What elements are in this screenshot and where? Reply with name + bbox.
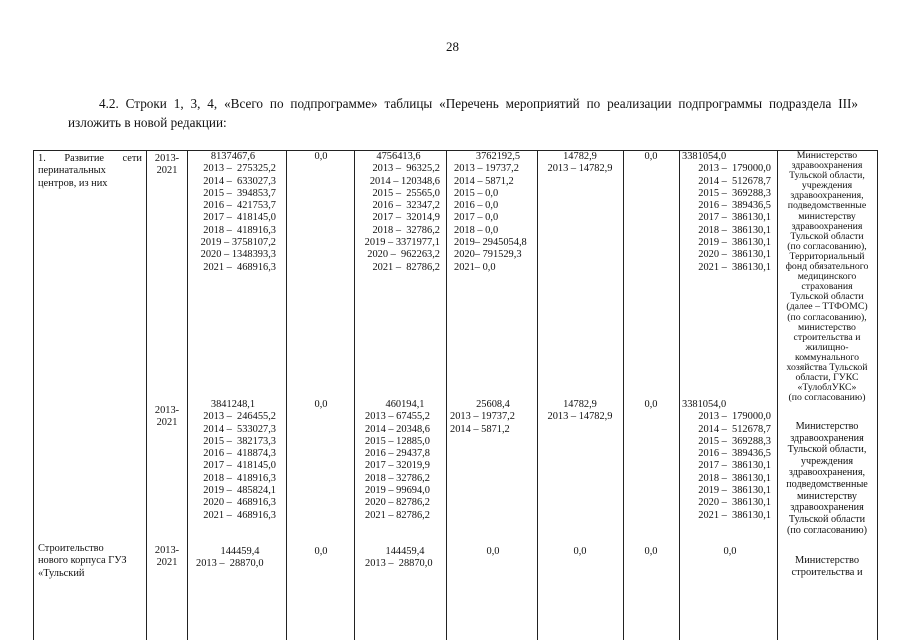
cell-line: 2015 – 382173,3	[203, 435, 276, 447]
row1-col8	[682, 151, 771, 274]
cell-line: 2018 – 418916,3	[203, 472, 276, 484]
row2-col7: 0,0	[644, 399, 658, 410]
cell-line: 2013-	[154, 405, 180, 416]
row3-period	[147, 545, 187, 570]
cell-line: 2020 – 82786,2	[365, 497, 430, 509]
row2-col5	[450, 399, 536, 436]
cell-line: 2013 – 14782,9	[547, 163, 613, 175]
cell-line: 2014 – 5871,2	[450, 423, 510, 435]
cell-line: 2017 – 418145,0	[203, 460, 276, 472]
cell-line: 3762192,5	[475, 151, 521, 162]
cell-line: министерству	[797, 490, 857, 502]
cell-line: Тульской области,	[787, 444, 867, 456]
page-number: 28	[446, 39, 459, 54]
cell-line: Министерство	[795, 421, 859, 432]
cell-line: 2019 – 3371977,1	[364, 237, 440, 249]
row2-executors	[778, 421, 876, 537]
cell-line: Тульской области	[790, 230, 864, 242]
cell-line: хозяйства Тульской	[786, 361, 868, 373]
cell-line: 2021 – 468916,3	[203, 509, 276, 521]
row1-col7: 0,0	[644, 151, 658, 162]
row1-col3: 0,0	[314, 151, 328, 162]
cell-line: 2021 – 386130,1	[698, 509, 771, 521]
row1-period	[147, 153, 187, 178]
cell-line: 2021 – 82786,2	[365, 509, 430, 521]
row2-col6	[540, 399, 620, 424]
cell-line: 2013 – 96325,2	[372, 163, 440, 175]
cell-line: 2013-	[154, 545, 180, 556]
cell-line: Строительство	[38, 543, 104, 554]
cell-line: 2017 – 32014,9	[372, 212, 440, 224]
cell-line: 2017 – 418145,0	[203, 212, 276, 224]
cell-line: 2019 – 3758107,2	[200, 237, 276, 249]
row3-col6: 0,0	[573, 546, 587, 557]
row2-col4	[365, 399, 445, 522]
row1-executors	[778, 151, 876, 403]
cell-line: министерство	[798, 321, 856, 333]
cell-line: здравоохранения,	[788, 467, 866, 479]
cell-line: (далее – ТТФОМС)	[786, 301, 868, 313]
row3-col5: 0,0	[486, 546, 500, 557]
cell-line: медицинского	[797, 271, 857, 283]
cell-line: 144459,4	[385, 546, 425, 557]
row3-col7: 0,0	[644, 546, 658, 557]
cell-line: Министерство	[796, 150, 858, 161]
cell-line: 14782,9	[563, 399, 597, 410]
cell-line: 2015 – 0,0	[454, 187, 499, 199]
col-border	[33, 150, 34, 640]
intro-paragraph	[68, 94, 858, 132]
cell-line: (по согласованию),	[787, 240, 867, 252]
cell-line: 144459,4	[220, 546, 260, 557]
cell-line: 2019– 2945054,8	[454, 237, 527, 249]
cell-line: 2013 – 246455,2	[203, 411, 276, 423]
row2-col8	[682, 399, 771, 522]
cell-line: 2016 – 418874,3	[203, 448, 276, 460]
cell-line: 2021 – 82786,2	[372, 261, 440, 273]
cell-line: строительства и	[791, 567, 863, 579]
cell-line: 2017 – 386130,1	[698, 460, 771, 472]
cell-line: учреждения	[800, 455, 854, 467]
cell-line: здравоохранения	[790, 432, 864, 444]
cell-line: 2018 – 386130,1	[698, 224, 771, 236]
cell-line: «ТулоблУКС»	[797, 382, 857, 394]
cell-line: 2014 – 533027,3	[203, 423, 276, 435]
cell-line: 2018 – 0,0	[454, 224, 499, 236]
cell-line: 2017 – 386130,1	[698, 212, 771, 224]
cell-line: 2016 – 32347,2	[372, 200, 440, 212]
cell-line: здравоохранения	[791, 160, 863, 172]
cell-line: центров, из них	[38, 177, 108, 189]
cell-line: здравоохранения	[790, 502, 864, 514]
cell-line: 2013 – 19737,2	[454, 163, 519, 175]
cell-line: 4756413,6	[376, 151, 421, 162]
cell-line: учреждения	[801, 180, 853, 192]
cell-line: 2019 – 386130,1	[698, 237, 771, 249]
cell-line: 2014 – 512678,7	[698, 423, 771, 435]
cell-line: 2017 – 32019,9	[365, 460, 430, 472]
cell-line: 2016 – 389436,5	[698, 448, 771, 460]
cell-line: подведомственные	[787, 200, 867, 212]
cell-line: 2014 – 633027,3	[203, 175, 276, 187]
cell-line: 2014 – 512678,7	[698, 175, 771, 187]
cell-line: 2021	[156, 557, 178, 569]
cell-line: 2016 – 389436,5	[698, 200, 771, 212]
cell-line: 2015 – 369288,3	[698, 435, 771, 447]
row1-name	[38, 153, 142, 190]
cell-line: 2015 – 25565,0	[372, 187, 440, 199]
cell-line: 2020– 791529,3	[454, 249, 522, 261]
row1-col5	[454, 151, 542, 274]
cell-line: 2019 – 485824,1	[203, 485, 276, 497]
cell-line: 2014 – 20348,6	[365, 423, 430, 435]
cell-line: 2016 – 0,0	[454, 200, 499, 212]
cell-line: жилищно-	[805, 341, 849, 353]
cell-line: 2020 – 386130,1	[698, 249, 771, 261]
row1-col6	[540, 151, 620, 176]
cell-line: нового корпуса ГУЗ	[38, 555, 127, 567]
cell-line: Тульской области,	[789, 170, 865, 182]
cell-line: 2019 – 386130,1	[698, 485, 771, 497]
cell-line: 2014 – 5871,2	[454, 175, 514, 187]
cell-line: 2021	[156, 165, 178, 177]
cell-line: (по согласованию)	[788, 392, 866, 404]
cell-line: 2015 – 369288,3	[698, 187, 771, 199]
cell-line: 2018 – 32786,2	[365, 472, 430, 484]
cell-line: 2017 – 0,0	[454, 212, 499, 224]
cell-line: 2019 – 99694,0	[365, 485, 430, 497]
cell-line: здравоохранения,	[790, 190, 864, 202]
cell-line: Территориальный	[789, 250, 865, 262]
row3-total	[196, 546, 284, 571]
cell-line: 2016 – 421753,7	[203, 200, 276, 212]
cell-line: 2013 – 28870,0	[196, 558, 264, 570]
cell-line: 2015 – 394853,7	[203, 187, 276, 199]
cell-line: 2018 – 32786,2	[372, 224, 440, 236]
cell-line: 3381054,0	[682, 399, 727, 410]
cell-line: 2018 – 386130,1	[698, 472, 771, 484]
cell-line: коммунального	[794, 351, 860, 363]
row3-name	[38, 543, 144, 580]
cell-line: (по согласованию)	[786, 525, 868, 537]
cell-line: области, ГУКС	[795, 372, 859, 384]
cell-line: Министерство	[794, 555, 860, 566]
col-border	[877, 150, 878, 640]
row3-executors	[778, 555, 876, 580]
cell-line: перинатальных	[38, 165, 106, 177]
cell-line: 2021 – 468916,3	[203, 261, 276, 273]
cell-line: 3841248,1	[210, 399, 256, 410]
cell-line: (по согласованию),	[787, 311, 867, 323]
cell-line: строительства и	[793, 331, 861, 343]
cell-line: 8137467,6	[210, 151, 256, 162]
col-border	[446, 150, 447, 640]
cell-line: здравоохранения	[791, 220, 863, 232]
col-border	[187, 150, 188, 640]
cell-line: страхования	[801, 281, 853, 293]
cell-line: 2020 – 962263,2	[367, 249, 440, 261]
cell-line: министерству	[798, 210, 856, 222]
cell-line: 2013 – 67455,2	[365, 411, 430, 423]
cell-line: 2020 – 468916,3	[203, 497, 276, 509]
cell-line: 2013 – 179000,0	[698, 163, 771, 175]
cell-line: 1. Развитие сети	[38, 153, 142, 164]
cell-line: 2014 – 120348,6	[369, 175, 440, 187]
col-border	[623, 150, 624, 640]
cell-line: Тульской области	[790, 291, 864, 303]
cell-line: 2018 – 418916,3	[203, 224, 276, 236]
cell-line: 460194,1	[385, 399, 425, 410]
cell-line: подведомственные	[786, 478, 868, 490]
col-border	[354, 150, 355, 640]
cell-line: 2021– 0,0	[454, 261, 496, 273]
cell-line: 2013 – 275325,2	[203, 163, 276, 175]
row2-col3: 0,0	[314, 399, 328, 410]
cell-line: 2013 – 179000,0	[698, 411, 771, 423]
row3-col3: 0,0	[314, 546, 328, 557]
row1-total	[190, 151, 276, 274]
cell-line: Тульской области	[788, 513, 866, 525]
cell-line: фонд обязательного	[785, 261, 869, 273]
cell-line: «Тульский	[38, 567, 85, 579]
col-border	[679, 150, 680, 640]
cell-line: 25608,4	[476, 399, 510, 410]
cell-line: 2013 – 19737,2	[450, 411, 515, 423]
cell-line: 2016 – 29437,8	[365, 448, 430, 460]
row3-col8: 0,0	[723, 546, 737, 557]
cell-line: 2021	[156, 417, 178, 429]
cell-line: 2013 – 14782,9	[547, 411, 613, 423]
cell-line: 14782,9	[563, 151, 597, 162]
row1-col4	[357, 151, 440, 274]
cell-line: 2020 – 386130,1	[698, 497, 771, 509]
cell-line: 2013 – 28870,0	[365, 558, 433, 570]
cell-line: 3381054,0	[682, 151, 727, 162]
cell-line: 2013-	[154, 153, 180, 164]
cell-line: 2015 – 12885,0	[365, 435, 430, 447]
col-border	[286, 150, 287, 640]
cell-line: 2020 – 1348393,3	[200, 249, 276, 261]
row2-total	[190, 399, 276, 522]
cell-line: 2021 – 386130,1	[698, 261, 771, 273]
intro-text: 4.2. Строки 1, 3, 4, «Всего по подпрограмме» таблицы «Перечень мероприятий по реализации подпрограммы подраздела III» изложить в новой редакции:	[68, 96, 858, 130]
row3-col4	[365, 546, 445, 571]
row2-period	[147, 405, 187, 430]
